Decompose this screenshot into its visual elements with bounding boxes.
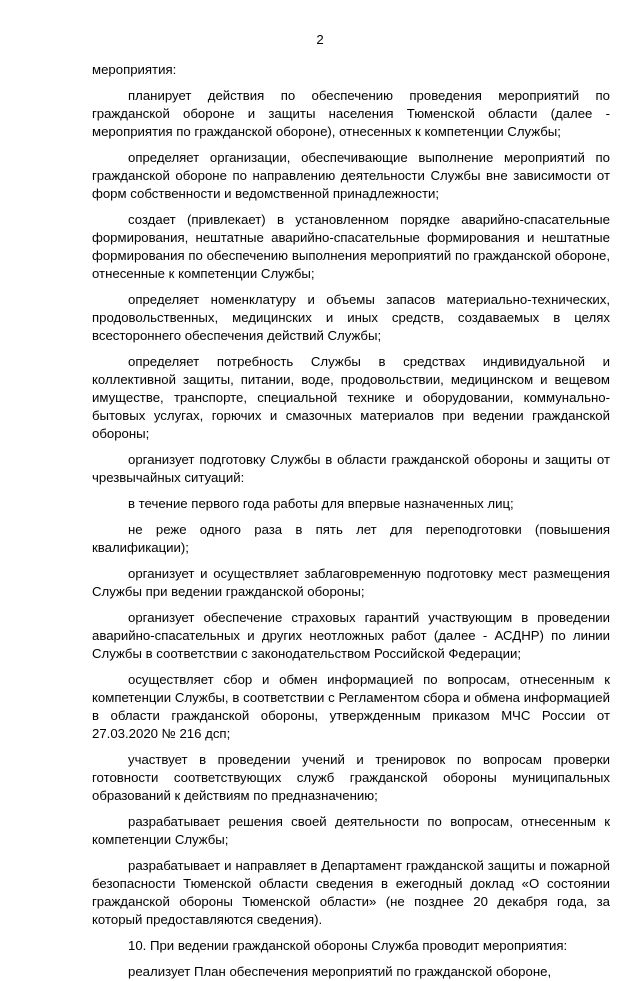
- paragraph: реализует План обеспечения мероприятий по гражданской обороне,: [128, 964, 552, 979]
- paragraph: планирует действия по обеспечению проведения мероприятий по гражданской обороне и защиты населения Тюменской области (далее - мероприятия по гражданской обороне), отнесенных к компетенции Службы;: [92, 88, 610, 139]
- paragraph: определяет потребность Службы в средствах индивидуальной и коллективной защиты, питании, воде, продовольствии, медицинском и вещевом имуществе, транспорте, специальной технике и оборудовании, коммунально-бытовых услугах, горючих и смазочных материалов при ведении гражданской обороны;: [92, 354, 610, 441]
- paragraph: организует и осуществляет заблаговременную подготовку мест размещения Службы при ведении гражданской обороны;: [92, 566, 610, 599]
- page-number: 2: [316, 32, 324, 47]
- paragraph: в течение первого года работы для впервые назначенных лиц;: [128, 496, 514, 511]
- paragraph: разрабатывает решения своей деятельности по вопросам, отнесенным к компетенции Службы;: [92, 814, 610, 847]
- paragraph: мероприятия:: [92, 62, 177, 77]
- paragraph: разрабатывает и направляет в Департамент гражданской защиты и пожарной безопасности Тюменской области сведения в ежегодный доклад «О состоянии гражданской обороны Тюменской области» (не позднее 20 декабря года, за который предоставляются сведения).: [92, 858, 610, 927]
- document-body: [92, 61, 610, 981]
- paragraph: осуществляет сбор и обмен информацией по вопросам, отнесенным к компетенции Службы, в соответствии с Регламентом сбора и обмена информацией в области гражданской обороны, утвержденным приказом МЧС России от 27.03.2020 № 216 дсп;: [92, 672, 610, 741]
- paragraph: определяет организации, обеспечивающие выполнение мероприятий по гражданской обороне по направлению деятельности Службы вне зависимости от форм собственности и ведомственной принадлежности;: [92, 150, 610, 201]
- paragraph: организует подготовку Службы в области гражданской обороны и защиты от чрезвычайных ситуаций:: [92, 452, 610, 485]
- paragraph: организует обеспечение страховых гарантий участвующим в проведении аварийно-спасательных и других неотложных работ (далее - АСДНР) по линии Службы в соответствии с законодательством Российской Федерации;: [92, 610, 610, 661]
- paragraph: не реже одного раза в пять лет для переподготовки (повышения квалификации);: [92, 522, 610, 555]
- paragraph: участвует в проведении учений и тренировок по вопросам проверки готовности соответствующих служб гражданской обороны муниципальных образований к действиям по предназначению;: [92, 752, 610, 803]
- paragraph: 10. При ведении гражданской обороны Служба проводит мероприятия:: [128, 938, 568, 953]
- paragraph: создает (привлекает) в установленном порядке аварийно-спасательные формирования, нештатные аварийно-спасательные формирования и нештатные формирования по обеспечению выполнения мероприятий по гражданской обороне, отнесенные к компетенции Службы;: [92, 212, 610, 281]
- paragraph: определяет номенклатуру и объемы запасов материально-технических, продовольственных, медицинских и иных средств, создаваемых в целях всестороннего обеспечения действий Службы;: [92, 292, 610, 343]
